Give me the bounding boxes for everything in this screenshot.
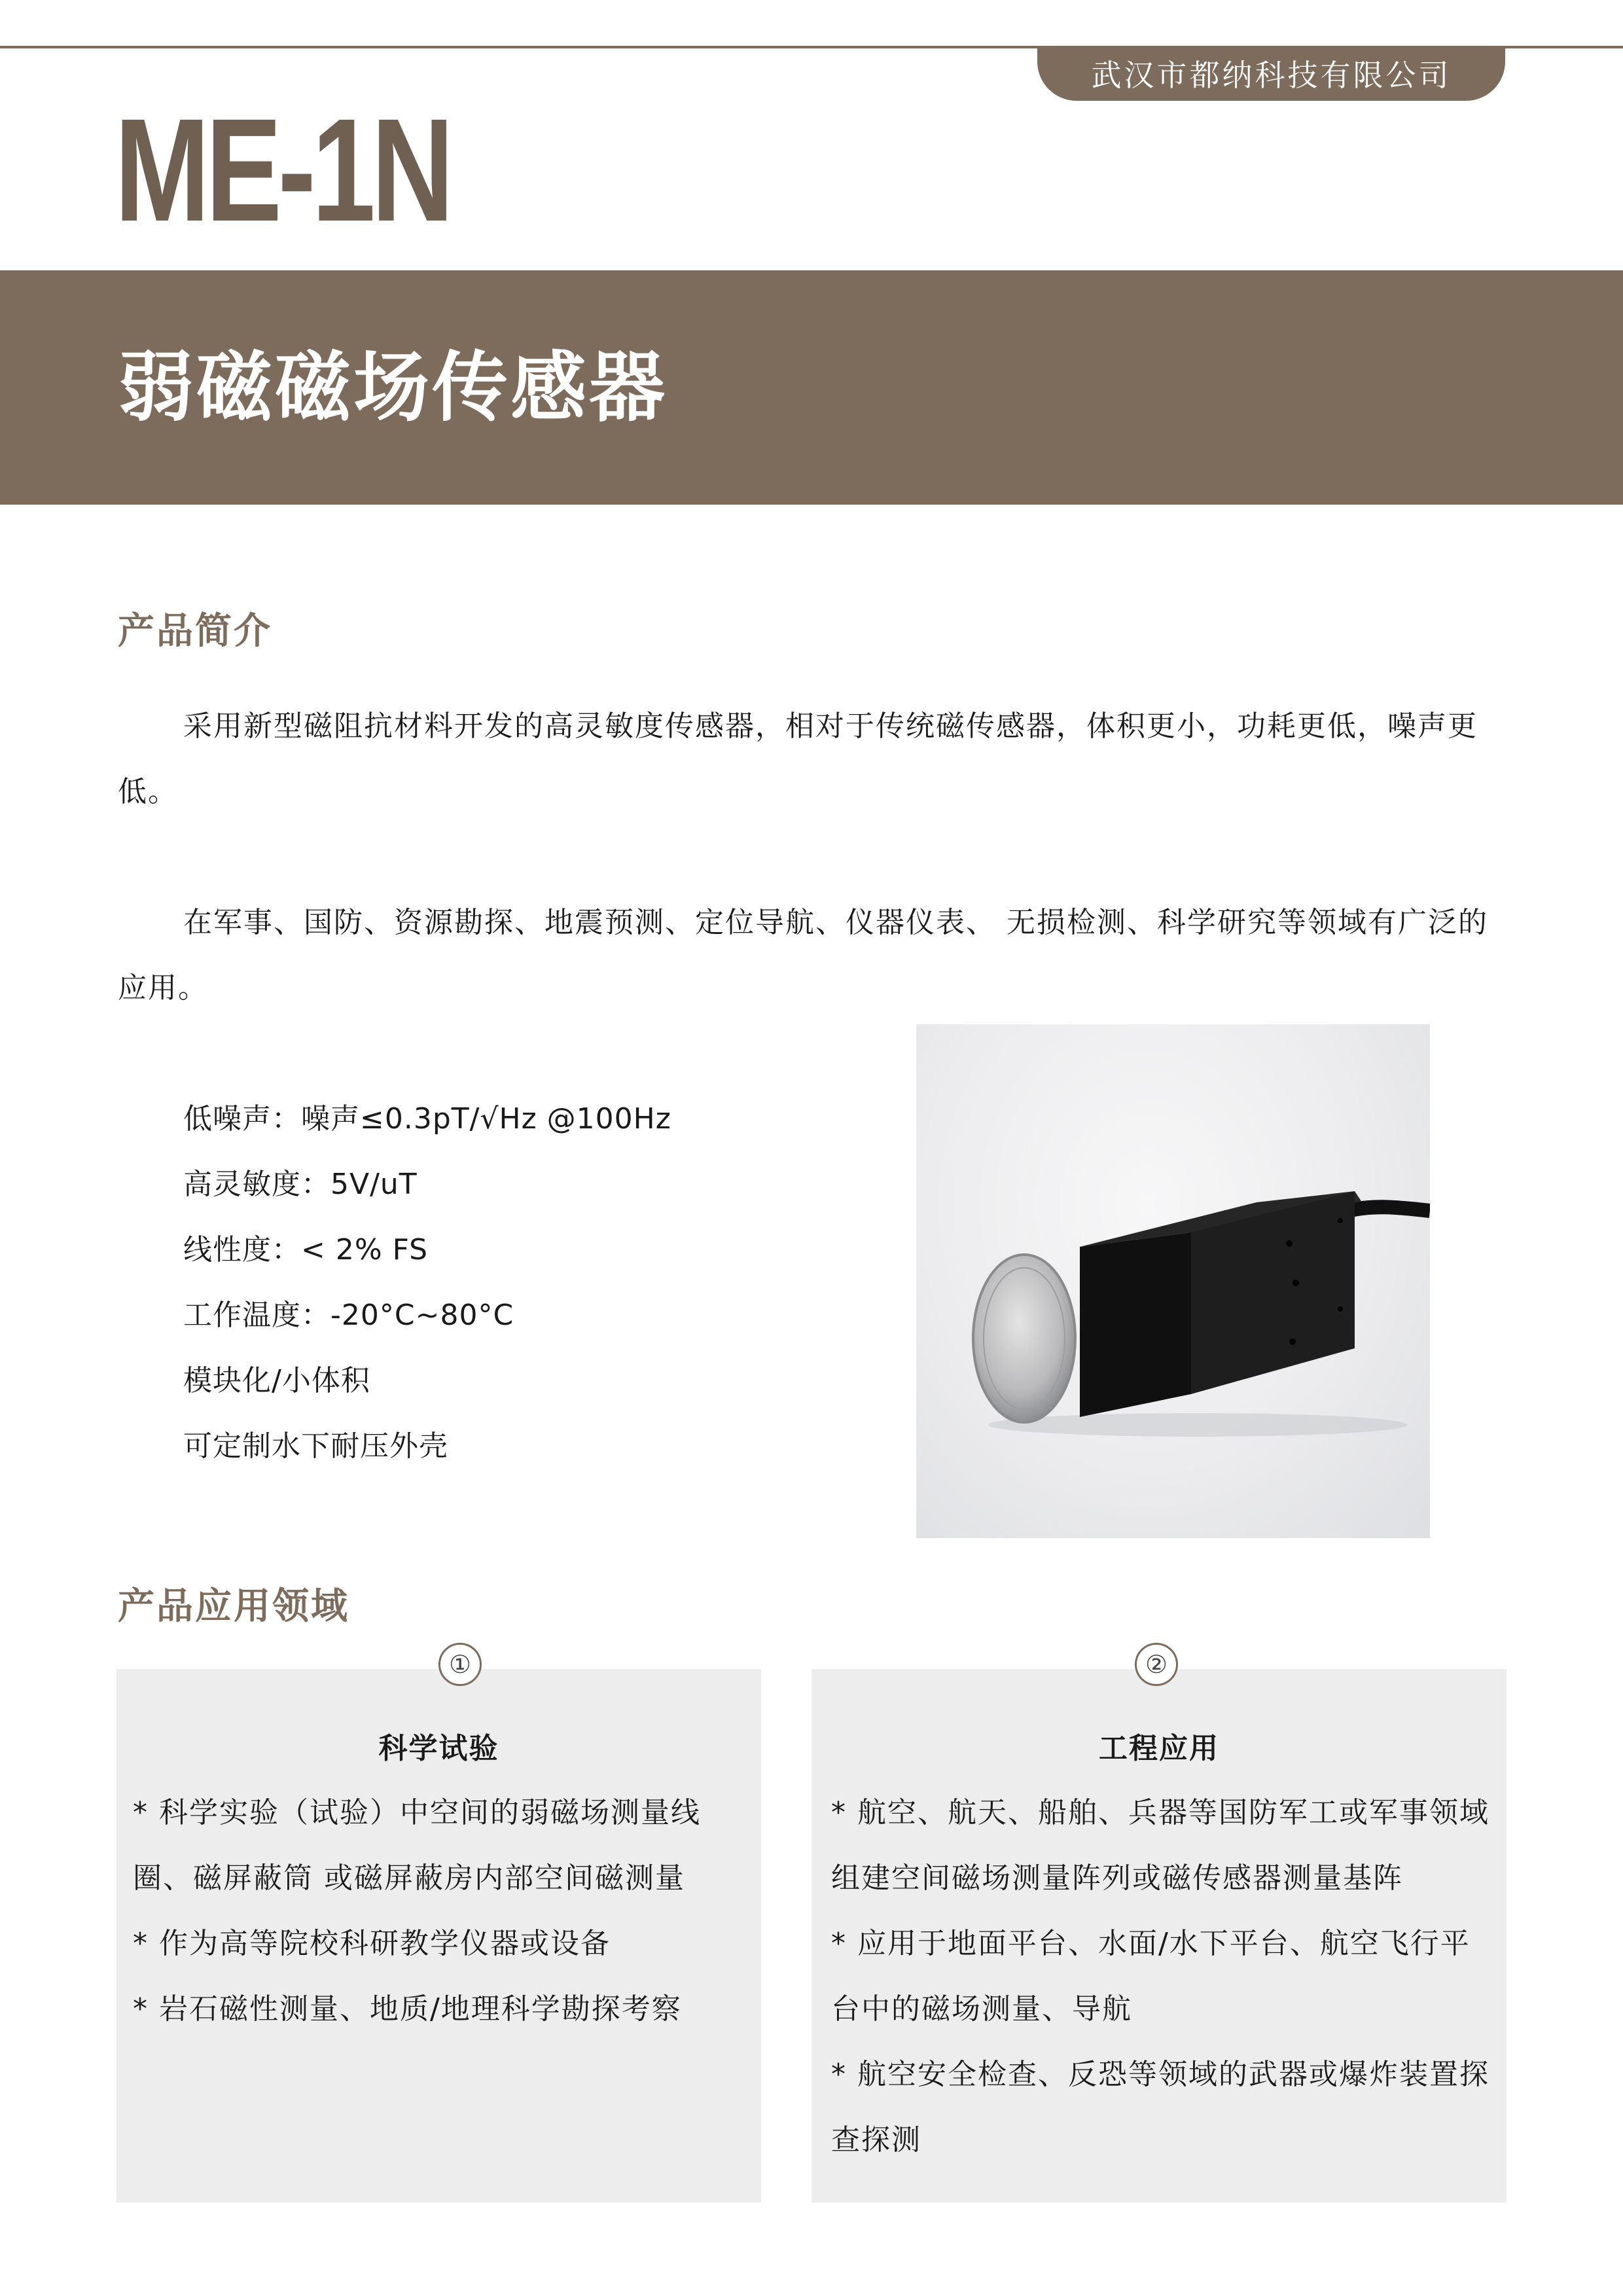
application-box-science [116, 1650, 761, 2202]
title-banner [0, 270, 1623, 505]
company-name-tab: 武汉市都纳科技有限公司 [1037, 46, 1505, 101]
spec-list [183, 1086, 671, 1479]
application-item: * 航空安全检查、反恐等领域的武器或爆炸装置探查探测 [831, 2058, 1489, 2157]
application-item: * 应用于地面平台、水面/水下平台、航空飞行平台中的磁场测量、导航 [831, 1927, 1471, 2026]
spec-item-housing: 可定制水下耐压外壳 [183, 1429, 448, 1463]
intro-heading: 产品简介 [118, 610, 272, 653]
box-number-badge: ② [1135, 1643, 1178, 1686]
box-number-badge: ① [438, 1643, 482, 1686]
spec-item-linearity: 线性度：< 2% FS [183, 1233, 429, 1266]
application-item: * 科学实验（试验）中空间的弱磁场测量线圈、磁屏蔽筒 或磁屏蔽房内部空间磁测量 [133, 1796, 701, 1895]
product-title: 弱磁磁场传感器 [118, 344, 668, 432]
application-item: * 航空、航天、船舶、兵器等国防军工或军事领域组建空间磁场测量阵列或磁传感器测量基阵 [831, 1796, 1489, 1895]
spec-item-noise: 低噪声：噪声≤0.3pT/√Hz @100Hz [183, 1102, 671, 1136]
application-title: 工程应用 [1099, 1732, 1219, 1765]
product-photo [916, 1024, 1430, 1538]
spec-item-modular: 模块化/小体积 [183, 1364, 370, 1397]
sensor-with-coin-illustration [916, 1024, 1430, 1538]
application-title: 科学试验 [378, 1732, 499, 1765]
application-box-engineering [812, 1650, 1507, 2202]
spec-item-temperature: 工作温度：-20°C~80°C [183, 1299, 514, 1332]
applications-heading: 产品应用领域 [118, 1585, 349, 1628]
spec-item-sensitivity: 高灵敏度：5V/uT [183, 1168, 418, 1201]
intro-paragraph-2: 在军事、国防、资源勘探、地震预测、定位导航、仪器仪表、 无损检测、科学研究等领域有广泛的应用。 [118, 906, 1488, 1005]
intro-paragraph-1: 采用新型磁阻抗材料开发的高灵敏度传感器，相对于传统磁传感器，体积更小，功耗更低，噪声更低。 [118, 709, 1478, 808]
application-item: * 岩石磁性测量、地质/地理科学勘探考察 [133, 1992, 682, 2026]
application-item-list [831, 1780, 1492, 2173]
application-item: * 作为高等院校科研教学仪器或设备 [133, 1927, 611, 1960]
application-item-list [133, 1780, 755, 2042]
model-number: ME-1N [115, 88, 450, 252]
